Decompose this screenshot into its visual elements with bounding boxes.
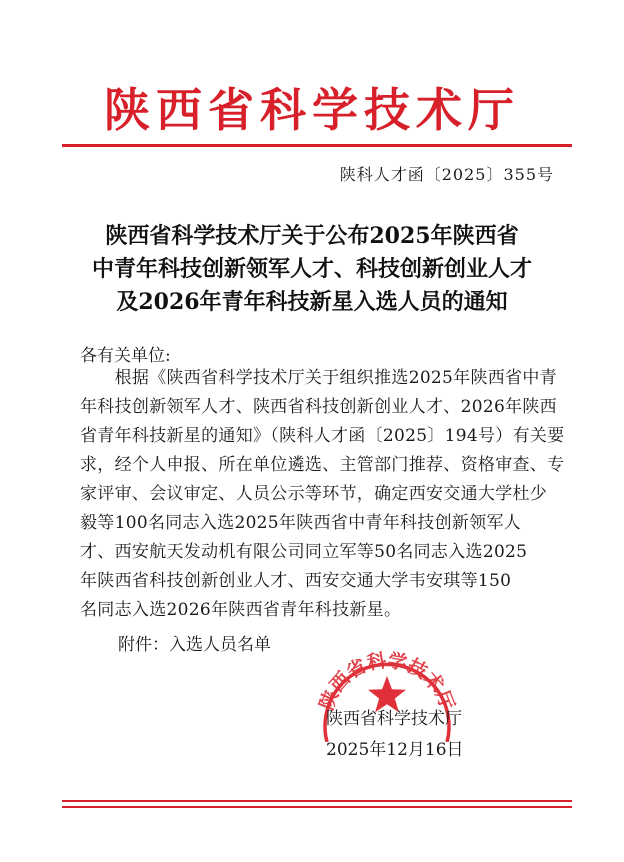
attachment-note: 附件：入选人员名单 (118, 635, 271, 655)
body-line: 省青年科技新星的通知》（陕科人才函〔2025〕194号）有关要 (80, 426, 565, 446)
document-number: 陕科人才函〔2025〕355号 (339, 165, 554, 184)
body-line: 根据《陕西省科学技术厅关于组织推选2025年陕西省中青 (80, 368, 557, 388)
body-line: 毅等100名同志入选2025年陕西省中青年科技创新领军人 (80, 513, 522, 533)
notice-body (80, 364, 565, 625)
signature-org: 陕西省科学技术厅 (326, 709, 462, 729)
notice-title (40, 220, 584, 319)
body-line: 家评审、会议审定、人员公示等环节，确定西安交通大学杜少 (80, 484, 548, 504)
body-line: 求，经个人申报、所在单位遴选、主管部门推荐、资格审查、专 (80, 455, 565, 475)
signature-date: 2025年12月16日 (326, 740, 464, 760)
letterhead-rule (62, 144, 572, 147)
notice-title-line: 中青年科技创新领军人才、科技创新创业人才 (91, 256, 532, 282)
body-line: 名同志入选2026年陕西省青年科技新星。 (80, 600, 402, 620)
footer-rule (62, 806, 572, 808)
footer-rule (62, 800, 572, 802)
body-line: 年科技创新领军人才、陕西省科技创新创业人才、2026年陕西 (80, 397, 557, 417)
body-line: 才、西安航天发动机有限公司同立军等50名同志入选2025 (80, 542, 528, 562)
body-line: 年陕西省科技创新创业人才、西安交通大学韦安琪等150 (80, 571, 512, 591)
salutation: 各有关单位: (80, 346, 171, 366)
letterhead-title: 陕西省科学技术厅 (104, 83, 520, 137)
notice-title-line: 及2026年青年科技新星入选人员的通知 (116, 289, 508, 315)
notice-title-line: 陕西省科学技术厅关于公布2025年陕西省 (105, 223, 519, 249)
seal-text: 陕西省科学技术厅 (315, 649, 459, 714)
